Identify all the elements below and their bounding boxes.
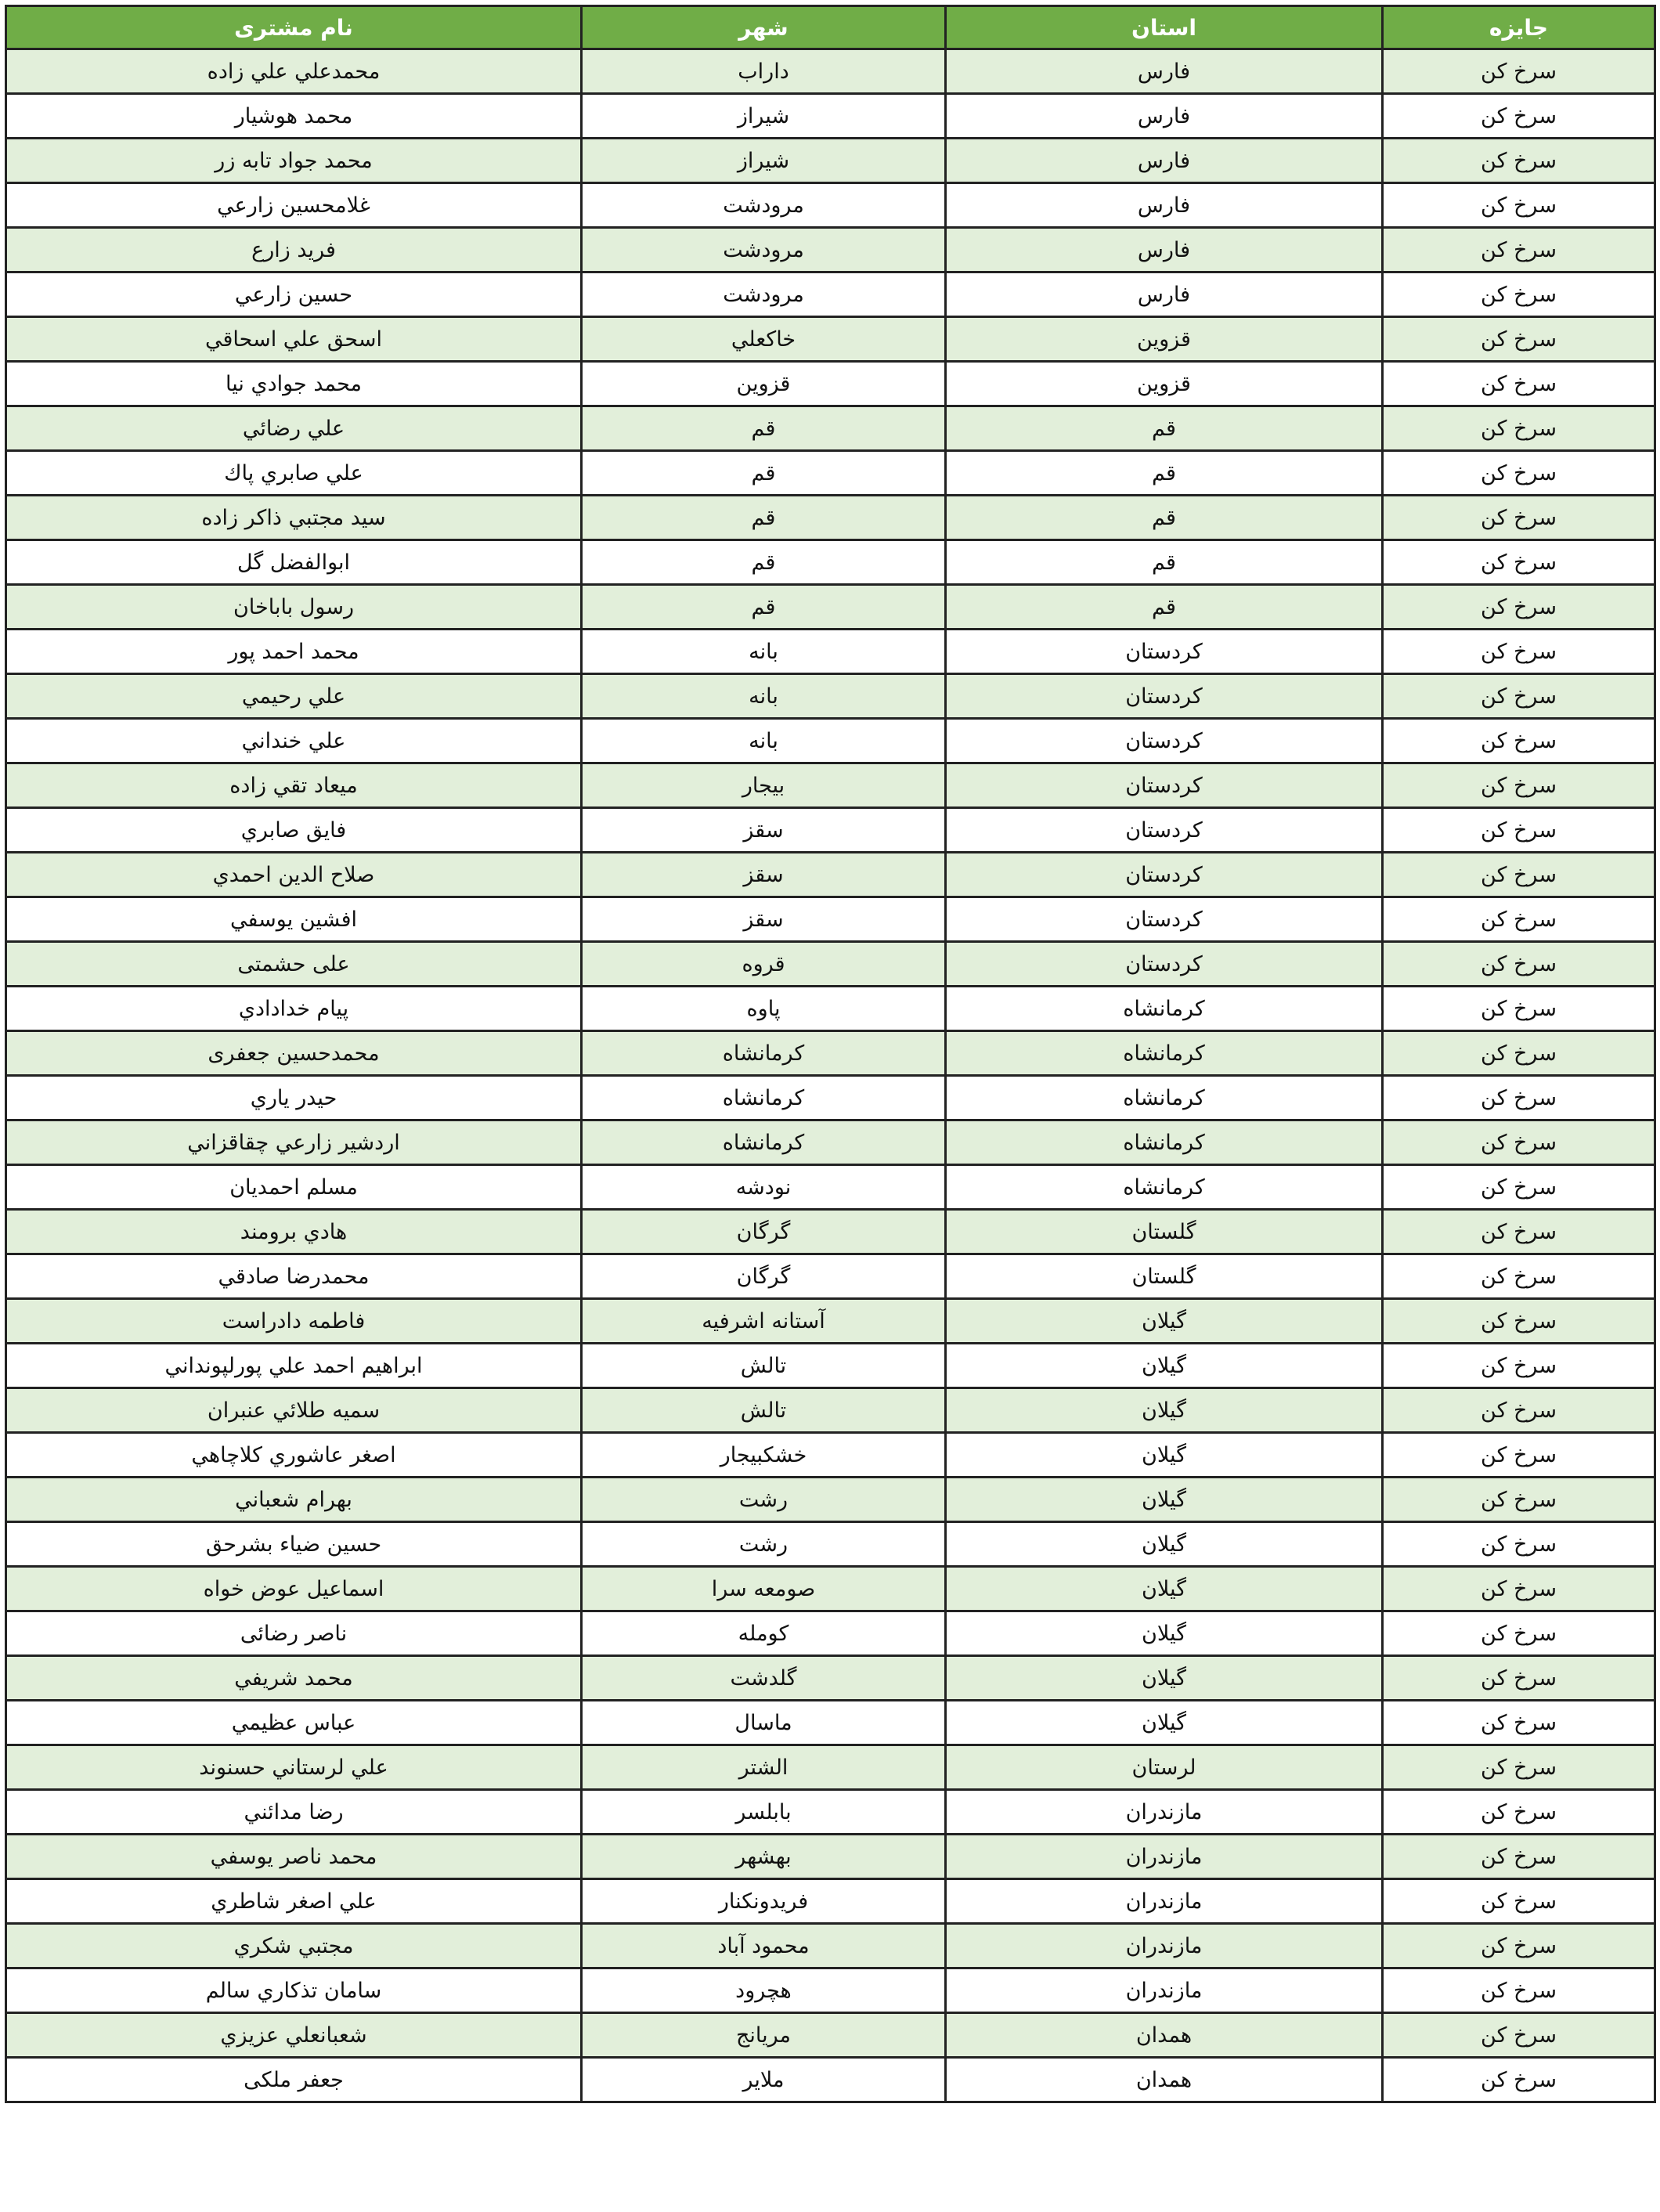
cell-city: بانه — [582, 674, 946, 719]
cell-prize: سرخ کن — [1383, 317, 1655, 362]
cell-province: كردستان — [946, 763, 1383, 808]
cell-city: شيراز — [582, 94, 946, 139]
table-row — [6, 406, 1655, 451]
cell-customer-name: مجتبي شكري — [6, 1924, 582, 1968]
cell-prize: سرخ کن — [1383, 1031, 1655, 1076]
cell-province: گيلان — [946, 1522, 1383, 1567]
cell-city: محمود آباد — [582, 1924, 946, 1968]
cell-customer-name: محمدعلي علي زاده — [6, 49, 582, 94]
cell-city: گرگان — [582, 1254, 946, 1299]
cell-city: تالش — [582, 1388, 946, 1433]
cell-city: كرمانشاه — [582, 1120, 946, 1165]
cell-customer-name: شعبانعلي عزيزي — [6, 2013, 582, 2058]
cell-customer-name: علي صابري پاك — [6, 451, 582, 496]
header-customer-name: نام مشتری — [6, 6, 582, 49]
cell-province: فارس — [946, 228, 1383, 272]
cell-province: گيلان — [946, 1701, 1383, 1745]
cell-city: مرودشت — [582, 272, 946, 317]
cell-city: بانه — [582, 630, 946, 674]
cell-province: قزوين — [946, 317, 1383, 362]
cell-city: کوملە — [582, 1611, 946, 1656]
table-row — [6, 1879, 1655, 1924]
table-row — [6, 585, 1655, 630]
cell-customer-name: اسحق علي اسحاقي — [6, 317, 582, 362]
cell-province: قم — [946, 451, 1383, 496]
table-row — [6, 2013, 1655, 2058]
cell-province: گيلان — [946, 1388, 1383, 1433]
table-row — [6, 1835, 1655, 1879]
cell-customer-name: اصغر عاشوري كلاچاهي — [6, 1433, 582, 1478]
cell-province: قم — [946, 406, 1383, 451]
table-row — [6, 1299, 1655, 1344]
cell-city: بهشهر — [582, 1835, 946, 1879]
cell-province: كردستان — [946, 719, 1383, 763]
table-row — [6, 94, 1655, 139]
cell-customer-name: سميه طلائي عنبران — [6, 1388, 582, 1433]
cell-city: مرودشت — [582, 183, 946, 228]
cell-prize: سرخ کن — [1383, 1968, 1655, 2013]
cell-prize: سرخ کن — [1383, 1701, 1655, 1745]
cell-province: كردستان — [946, 853, 1383, 897]
cell-customer-name: غلامحسين زارعي — [6, 183, 582, 228]
table-row — [6, 942, 1655, 987]
cell-province: گيلان — [946, 1344, 1383, 1388]
cell-city: خاكعلي — [582, 317, 946, 362]
cell-customer-name: مسلم احمديان — [6, 1165, 582, 1210]
header-province: استان — [946, 6, 1383, 49]
table-row — [6, 1656, 1655, 1701]
cell-prize: سرخ کن — [1383, 1388, 1655, 1433]
cell-customer-name: افشين يوسفي — [6, 897, 582, 942]
cell-province: مازندران — [946, 1924, 1383, 1968]
cell-customer-name: اسماعيل عوض خواه — [6, 1567, 582, 1611]
cell-prize: سرخ کن — [1383, 451, 1655, 496]
cell-prize: سرخ کن — [1383, 1656, 1655, 1701]
cell-city: بابلسر — [582, 1790, 946, 1835]
cell-province: گيلان — [946, 1478, 1383, 1522]
cell-city: كرمانشاه — [582, 1031, 946, 1076]
cell-customer-name: محمد هوشيار — [6, 94, 582, 139]
table-row — [6, 719, 1655, 763]
cell-city: داراب — [582, 49, 946, 94]
cell-city: قم — [582, 496, 946, 540]
cell-city: قروه — [582, 942, 946, 987]
cell-prize: سرخ کن — [1383, 897, 1655, 942]
cell-city: سقز — [582, 853, 946, 897]
cell-prize: سرخ کن — [1383, 630, 1655, 674]
cell-province: كرمانشاه — [946, 1120, 1383, 1165]
table-row — [6, 139, 1655, 183]
table-row — [6, 1790, 1655, 1835]
cell-province: كردستان — [946, 808, 1383, 853]
cell-city: فريدونكنار — [582, 1879, 946, 1924]
cell-customer-name: ابوالفضل گل — [6, 540, 582, 585]
cell-prize: سرخ کن — [1383, 1879, 1655, 1924]
table-row — [6, 2058, 1655, 2102]
table-row — [6, 1745, 1655, 1790]
cell-customer-name: صلاح الدين احمدي — [6, 853, 582, 897]
cell-customer-name: ناصر رضائی — [6, 1611, 582, 1656]
cell-city: تالش — [582, 1344, 946, 1388]
cell-customer-name: هادي برومند — [6, 1210, 582, 1254]
cell-province: فارس — [946, 94, 1383, 139]
table-row — [6, 49, 1655, 94]
table-row — [6, 1344, 1655, 1388]
cell-customer-name: ابراهيم احمد علي پورلپونداني — [6, 1344, 582, 1388]
cell-customer-name: علي رحيمي — [6, 674, 582, 719]
cell-province: كردستان — [946, 942, 1383, 987]
cell-customer-name: عباس عظيمي — [6, 1701, 582, 1745]
cell-prize: سرخ کن — [1383, 987, 1655, 1031]
cell-customer-name: علي خنداني — [6, 719, 582, 763]
cell-city: سقز — [582, 897, 946, 942]
cell-city: قزوين — [582, 362, 946, 406]
header-prize: جایزه — [1383, 6, 1655, 49]
cell-prize: سرخ کن — [1383, 2013, 1655, 2058]
table-row — [6, 496, 1655, 540]
cell-prize: سرخ کن — [1383, 942, 1655, 987]
cell-province: قزوين — [946, 362, 1383, 406]
cell-prize: سرخ کن — [1383, 763, 1655, 808]
cell-prize: سرخ کن — [1383, 1076, 1655, 1120]
cell-city: ملاير — [582, 2058, 946, 2102]
cell-prize: سرخ کن — [1383, 1745, 1655, 1790]
table-row — [6, 630, 1655, 674]
cell-province: قم — [946, 585, 1383, 630]
cell-customer-name: فايق صابري — [6, 808, 582, 853]
table-row — [6, 1522, 1655, 1567]
cell-city: بانه — [582, 719, 946, 763]
cell-province: كرمانشاه — [946, 1076, 1383, 1120]
cell-customer-name: اردشير زارعي چقاقزاني — [6, 1120, 582, 1165]
cell-prize: سرخ کن — [1383, 540, 1655, 585]
table-row — [6, 272, 1655, 317]
table-row — [6, 674, 1655, 719]
cell-province: كرمانشاه — [946, 1031, 1383, 1076]
cell-customer-name: ميعاد تقي زاده — [6, 763, 582, 808]
cell-customer-name: محمد شريفي — [6, 1656, 582, 1701]
cell-prize: سرخ کن — [1383, 2058, 1655, 2102]
table-row — [6, 1924, 1655, 1968]
cell-customer-name: جعفر ملكی — [6, 2058, 582, 2102]
cell-city: قم — [582, 451, 946, 496]
cell-city: رشت — [582, 1478, 946, 1522]
cell-prize: سرخ کن — [1383, 1344, 1655, 1388]
cell-prize: سرخ کن — [1383, 94, 1655, 139]
cell-city: خشكبيجار — [582, 1433, 946, 1478]
cell-prize: سرخ کن — [1383, 1433, 1655, 1478]
cell-customer-name: سيد مجتبي ذاكر زاده — [6, 496, 582, 540]
cell-city: نودشه — [582, 1165, 946, 1210]
cell-prize: سرخ کن — [1383, 1522, 1655, 1567]
table-row — [6, 451, 1655, 496]
cell-prize: سرخ کن — [1383, 183, 1655, 228]
cell-prize: سرخ کن — [1383, 674, 1655, 719]
cell-prize: سرخ کن — [1383, 1790, 1655, 1835]
cell-city: صومعه سرا — [582, 1567, 946, 1611]
cell-prize: سرخ کن — [1383, 228, 1655, 272]
cell-province: گلستان — [946, 1210, 1383, 1254]
cell-city: بيجار — [582, 763, 946, 808]
cell-customer-name: سامان تذكاري سالم — [6, 1968, 582, 2013]
cell-province: مازندران — [946, 1879, 1383, 1924]
table-row — [6, 897, 1655, 942]
cell-customer-name: محمدرضا صادقي — [6, 1254, 582, 1299]
cell-customer-name: محمدحسین جعفری — [6, 1031, 582, 1076]
cell-customer-name: پيام خدادادي — [6, 987, 582, 1031]
table-row — [6, 1388, 1655, 1433]
cell-prize: سرخ کن — [1383, 1835, 1655, 1879]
header-city: شهر — [582, 6, 946, 49]
cell-prize: سرخ کن — [1383, 1210, 1655, 1254]
cell-city: قم — [582, 406, 946, 451]
cell-prize: سرخ کن — [1383, 853, 1655, 897]
table-row — [6, 853, 1655, 897]
cell-prize: سرخ کن — [1383, 496, 1655, 540]
cell-customer-name: محمد جوادي نيا — [6, 362, 582, 406]
cell-customer-name: رضا مدائني — [6, 1790, 582, 1835]
table-row — [6, 1611, 1655, 1656]
cell-prize: سرخ کن — [1383, 362, 1655, 406]
cell-prize: سرخ کن — [1383, 719, 1655, 763]
cell-province: كردستان — [946, 630, 1383, 674]
cell-city: گلدشت — [582, 1656, 946, 1701]
cell-province: گيلان — [946, 1433, 1383, 1478]
cell-customer-name: حسين ضياء بشرحق — [6, 1522, 582, 1567]
cell-province: فارس — [946, 272, 1383, 317]
table-row — [6, 1210, 1655, 1254]
cell-customer-name: محمد احمد پور — [6, 630, 582, 674]
cell-prize: سرخ کن — [1383, 1120, 1655, 1165]
cell-province: كردستان — [946, 897, 1383, 942]
cell-city: رشت — [582, 1522, 946, 1567]
cell-prize: سرخ کن — [1383, 406, 1655, 451]
cell-prize: سرخ کن — [1383, 1611, 1655, 1656]
table-row — [6, 1478, 1655, 1522]
cell-province: قم — [946, 540, 1383, 585]
table-row — [6, 1968, 1655, 2013]
table-row — [6, 1031, 1655, 1076]
cell-province: فارس — [946, 139, 1383, 183]
cell-prize: سرخ کن — [1383, 1254, 1655, 1299]
cell-city: شيراز — [582, 139, 946, 183]
cell-province: همدان — [946, 2058, 1383, 2102]
table-row — [6, 808, 1655, 853]
cell-province: همدان — [946, 2013, 1383, 2058]
cell-province: گيلان — [946, 1567, 1383, 1611]
cell-customer-name: علی حشمتی — [6, 942, 582, 987]
cell-province: قم — [946, 496, 1383, 540]
cell-city: گرگان — [582, 1210, 946, 1254]
table-row — [6, 1165, 1655, 1210]
cell-province: مازندران — [946, 1790, 1383, 1835]
cell-prize: سرخ کن — [1383, 1299, 1655, 1344]
table-body — [6, 49, 1655, 2102]
cell-city: قم — [582, 585, 946, 630]
cell-province: گيلان — [946, 1656, 1383, 1701]
cell-city: الشتر — [582, 1745, 946, 1790]
cell-prize: سرخ کن — [1383, 585, 1655, 630]
cell-prize: سرخ کن — [1383, 49, 1655, 94]
cell-province: فارس — [946, 183, 1383, 228]
cell-customer-name: فريد زارع — [6, 228, 582, 272]
cell-city: ماسال — [582, 1701, 946, 1745]
cell-province: گيلان — [946, 1611, 1383, 1656]
cell-prize: سرخ کن — [1383, 1478, 1655, 1522]
table-row — [6, 362, 1655, 406]
table-row — [6, 987, 1655, 1031]
cell-province: مازندران — [946, 1835, 1383, 1879]
cell-province: كرمانشاه — [946, 1165, 1383, 1210]
cell-province: فارس — [946, 49, 1383, 94]
cell-prize: سرخ کن — [1383, 139, 1655, 183]
cell-customer-name: حيدر ياري — [6, 1076, 582, 1120]
cell-city: پاوه — [582, 987, 946, 1031]
cell-prize: سرخ کن — [1383, 808, 1655, 853]
table-row — [6, 317, 1655, 362]
table-row — [6, 1433, 1655, 1478]
table-header — [6, 6, 1655, 49]
table-row — [6, 1254, 1655, 1299]
table-row — [6, 183, 1655, 228]
table-row — [6, 1701, 1655, 1745]
table-row — [6, 1076, 1655, 1120]
cell-province: لرستان — [946, 1745, 1383, 1790]
cell-customer-name: علي اصغر شاطري — [6, 1879, 582, 1924]
cell-prize: سرخ کن — [1383, 1165, 1655, 1210]
cell-city: مرودشت — [582, 228, 946, 272]
cell-prize: سرخ کن — [1383, 272, 1655, 317]
cell-customer-name: بهرام شعباني — [6, 1478, 582, 1522]
cell-city: هچرود — [582, 1968, 946, 2013]
table-row — [6, 228, 1655, 272]
table-row — [6, 1567, 1655, 1611]
cell-province: كرمانشاه — [946, 987, 1383, 1031]
cell-city: آستانه اشرفيه — [582, 1299, 946, 1344]
table-row — [6, 540, 1655, 585]
cell-customer-name: محمد جواد تابه زر — [6, 139, 582, 183]
cell-city: قم — [582, 540, 946, 585]
cell-customer-name: رسول باباخان — [6, 585, 582, 630]
cell-province: گيلان — [946, 1299, 1383, 1344]
table-row — [6, 1120, 1655, 1165]
cell-prize: سرخ کن — [1383, 1924, 1655, 1968]
cell-customer-name: علي رضائي — [6, 406, 582, 451]
cell-province: مازندران — [946, 1968, 1383, 2013]
cell-customer-name: محمد ناصر يوسفي — [6, 1835, 582, 1879]
cell-city: مريانج — [582, 2013, 946, 2058]
cell-province: كردستان — [946, 674, 1383, 719]
cell-province: گلستان — [946, 1254, 1383, 1299]
winners-table — [5, 5, 1656, 2103]
cell-customer-name: فاطمه دادراست — [6, 1299, 582, 1344]
cell-prize: سرخ کن — [1383, 1567, 1655, 1611]
cell-city: سقز — [582, 808, 946, 853]
table-row — [6, 763, 1655, 808]
cell-city: كرمانشاه — [582, 1076, 946, 1120]
cell-customer-name: علي لرستاني حسنوند — [6, 1745, 582, 1790]
cell-customer-name: حسين زارعي — [6, 272, 582, 317]
header-row — [6, 6, 1655, 49]
